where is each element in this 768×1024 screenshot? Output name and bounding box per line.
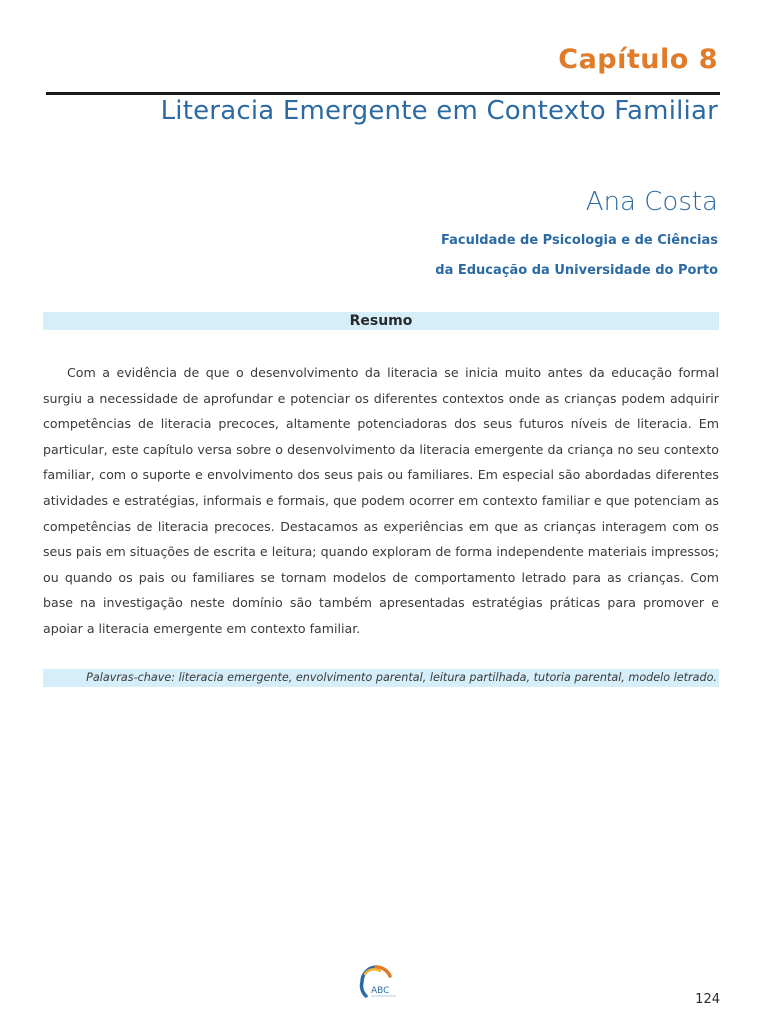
- chapter-title: Literacia Emergente em Contexto Familiar: [160, 96, 718, 126]
- page-number: 124: [695, 992, 720, 1007]
- header-divider: [46, 92, 720, 95]
- logo-text: ABC: [371, 986, 390, 996]
- author-name: Ana Costa: [585, 187, 718, 217]
- keywords-bar: [43, 669, 719, 687]
- abc-logo-icon: [352, 962, 402, 1002]
- chapter-number: Capítulo 8: [558, 44, 718, 75]
- abstract-body: Com a evidência de que o desenvolvimento da literacia se inicia muito antes da educação formal surgiu a necessidade de aprofundar e potenciar os diferentes contextos onde as crianças podem adquirir competências de literacia precoces, altamente potenciadoras dos seus futuros níveis de literacia. Em particular, este capítulo versa sobre o desenvolvimento da literacia emergente da criança no seu contexto familiar, com o suporte e envolvimento dos seus pais ou familiares. Em especial são abordadas diferentes atividades e estratégias, informais e formais, que podem ocorrer em contexto familiar e que potenciam as competências de literacia precoces. Destacamos as experiências em que as crianças interagem com os seus pais em situações de escrita e leitura; quando exploram de forma independente materiais impressos; ou quando os pais ou familiares se tornam modelos de comportamento letrado para as crianças. Com base na investigação neste domínio são também apresentadas estratégias práticas para promover e apoiar a literacia emergente em contexto familiar.: [43, 365, 719, 636]
- abstract-heading: Resumo: [43, 312, 719, 330]
- affiliation-line-1: Faculdade de Psicologia e de Ciências: [441, 233, 718, 248]
- affiliation-line-2: da Educação da Universidade do Porto: [435, 263, 718, 278]
- keywords-text: Palavras-chave: literacia emergente, envolvimento parental, leitura partilhada, tutoria parental, modelo letrado.: [86, 671, 717, 684]
